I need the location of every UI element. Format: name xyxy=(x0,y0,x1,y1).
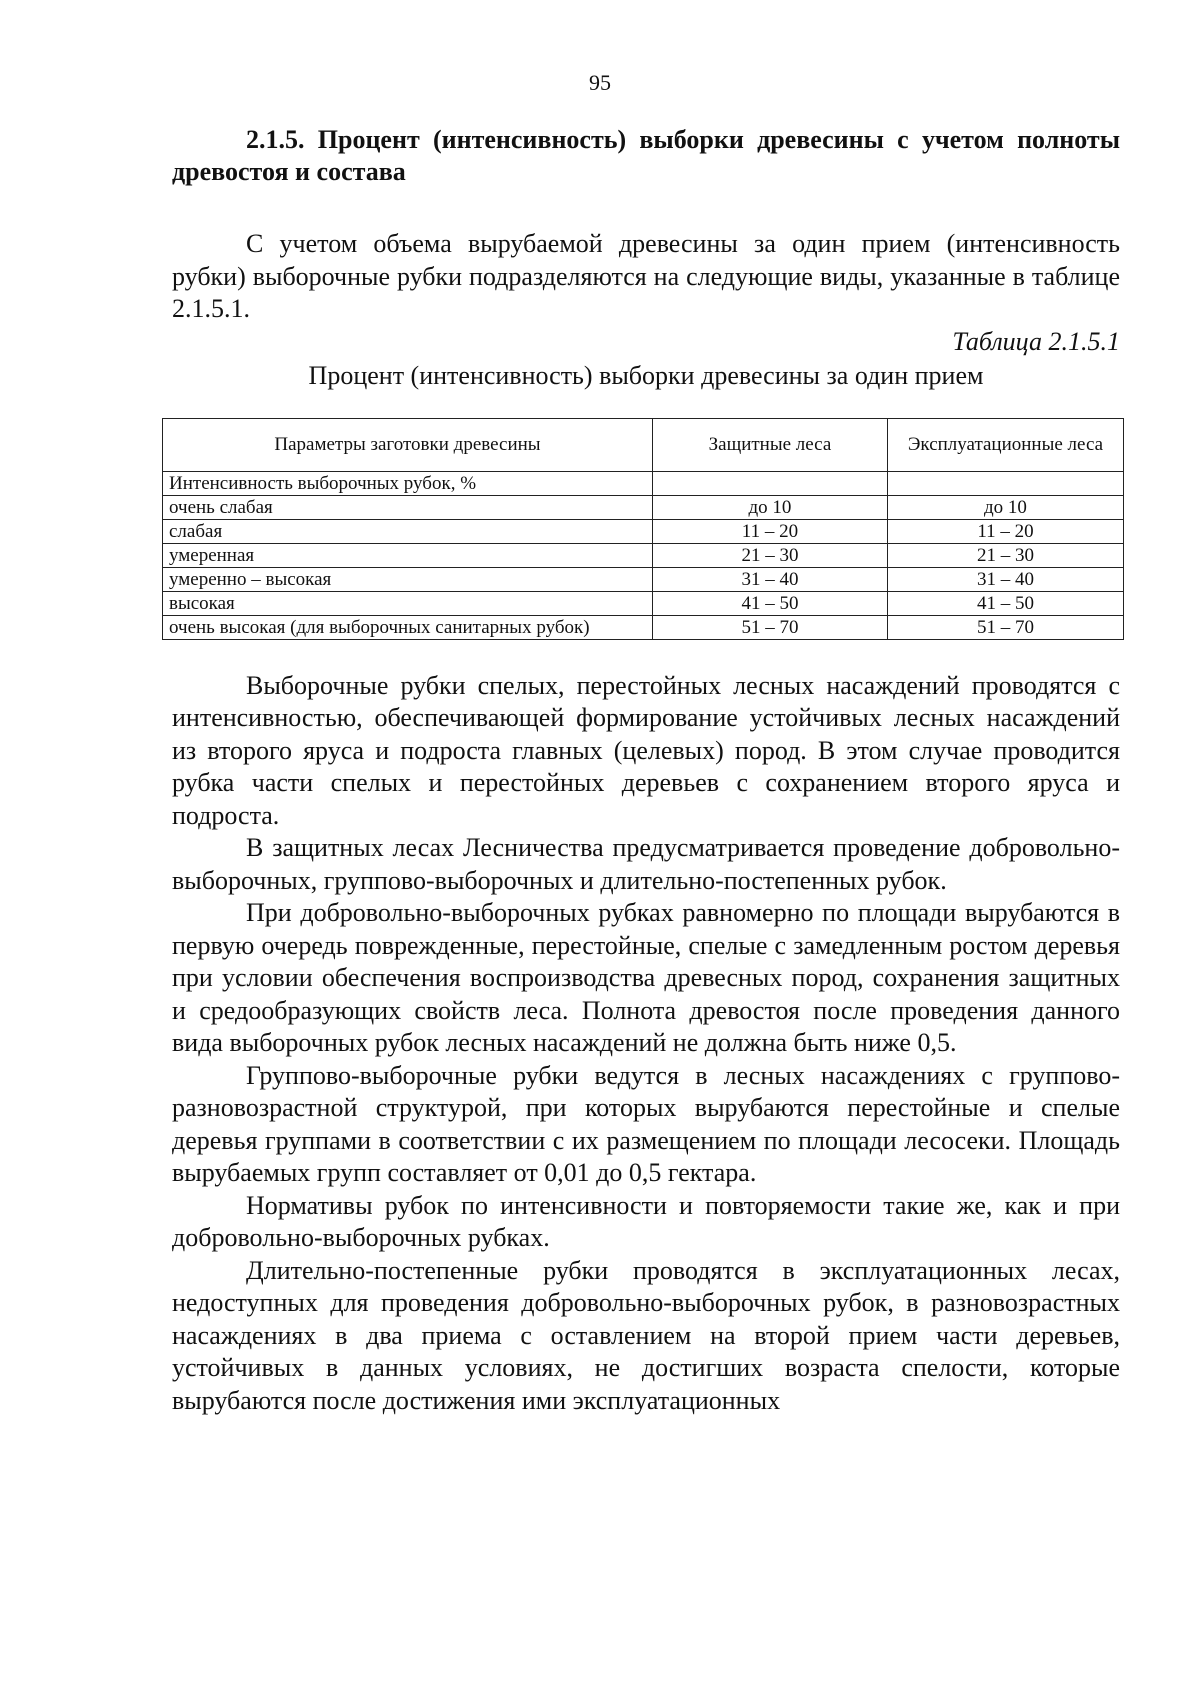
header-parameters: Параметры заготовки древесины xyxy=(163,418,653,471)
table-header-row xyxy=(163,418,1124,471)
row-protective: 21 – 30 xyxy=(652,543,887,567)
row-protective: 51 – 70 xyxy=(652,615,887,639)
table-label: Таблица 2.1.5.1 xyxy=(952,326,1120,356)
page-number: 95 xyxy=(589,70,611,95)
row-protective: 11 – 20 xyxy=(652,519,887,543)
row-param: очень слабая xyxy=(163,495,653,519)
row-param: высокая xyxy=(163,591,653,615)
intro-paragraph: С учетом объема вырубаемой древесины за один прием (интенсивность рубки) выборочные рубки подразделяются на следующие виды, указанные в таблице 2.1.5.1. xyxy=(172,229,1120,323)
table-row xyxy=(163,471,1124,495)
row-operational: 11 – 20 xyxy=(887,519,1123,543)
table-row xyxy=(163,519,1124,543)
row-param: слабая xyxy=(163,519,653,543)
body-paragraph: Нормативы рубок по интенсивности и повторяемости такие же, как и при добровольно-выборочных рубках. xyxy=(172,1190,1120,1252)
section-heading: 2.1.5. Процент (интенсивность) выборки древесины с учетом полноты древостоя и состава xyxy=(172,125,1120,186)
row-protective xyxy=(652,471,887,495)
header-protective-forests: Защитные леса xyxy=(652,418,887,471)
body-paragraph: Выборочные рубки спелых, перестойных лесных насаждений проводятся с интенсивностью, обеспечивающей формирование устойчивых лесных насаждений из второго яруса и подроста главных (целевых) пород. В этом случае проводится рубка части спелых и перестойных деревьев с сохранением второго яруса и подроста. xyxy=(172,670,1120,830)
table-row xyxy=(163,495,1124,519)
table-row xyxy=(163,615,1124,639)
table-row xyxy=(163,543,1124,567)
row-protective: до 10 xyxy=(652,495,887,519)
row-operational: до 10 xyxy=(887,495,1123,519)
row-operational xyxy=(887,471,1123,495)
row-param: Интенсивность выборочных рубок, % xyxy=(163,471,653,495)
page-content xyxy=(169,124,1120,1417)
row-param: умеренно – высокая xyxy=(163,567,653,591)
table-caption: Процент (интенсивность) выборки древесины за один прием xyxy=(308,360,984,390)
row-operational: 41 – 50 xyxy=(887,591,1123,615)
body-paragraph: В защитных лесах Лесничества предусматривается проведение добровольно-выборочных, группово-выборочных и длительно-постепенных рубок. xyxy=(172,833,1120,895)
row-operational: 51 – 70 xyxy=(887,615,1123,639)
row-protective: 41 – 50 xyxy=(652,591,887,615)
intensity-table xyxy=(162,418,1124,640)
row-operational: 31 – 40 xyxy=(887,567,1123,591)
row-param: умеренная xyxy=(163,543,653,567)
body-paragraph: При добровольно-выборочных рубках равномерно по площади вырубаются в первую очередь поврежденные, перестойные, спелые с замедленным ростом деревья при условии обеспечения воспроизводства древесных пород, сохранения защитных и средообразующих свойств леса. Полнота древостоя после проведения данного вида выборочных рубок лесных насаждений не должна быть ниже 0,5. xyxy=(172,898,1120,1057)
row-param: очень высокая (для выборочных санитарных рубок) xyxy=(163,615,653,639)
body-paragraph: Группово-выборочные рубки ведутся в лесных насаждениях с группово-разновозрастной структурой, при которых вырубаются перестойные и спелые деревья группами в соответствии с их размещением по площади лесосеки. Площадь вырубаемых групп составляет от 0,01 до 0,5 гектара. xyxy=(172,1060,1120,1187)
header-operational-forests: Эксплуатационные леса xyxy=(887,418,1123,471)
row-protective: 31 – 40 xyxy=(652,567,887,591)
table-row xyxy=(163,591,1124,615)
body-paragraph: Длительно-постепенные рубки проводятся в эксплуатационных лесах, недоступных для проведения добровольно-выборочных рубок, в разновозрастных насаждениях в два приема с оставлением на второй прием части деревьев, устойчивых в данных условиях, не достигших возраста спелости, которые вырубаются после достижения ими эксплуатационных xyxy=(172,1255,1120,1415)
table-row xyxy=(163,567,1124,591)
row-operational: 21 – 30 xyxy=(887,543,1123,567)
